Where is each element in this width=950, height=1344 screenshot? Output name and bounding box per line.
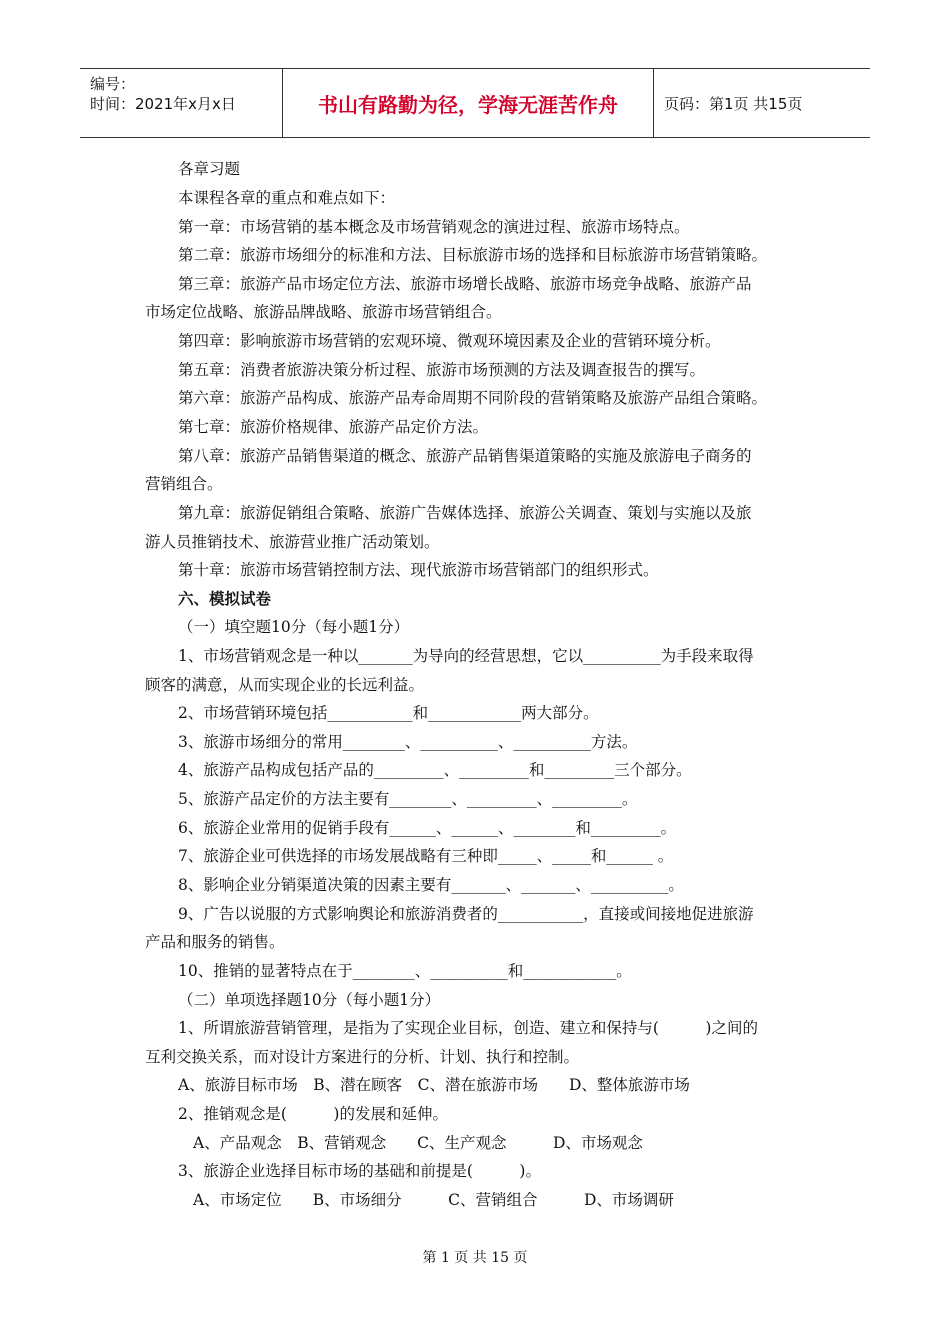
question-line: 6、旅游企业常用的促销手段有______、______、________和_________。 (178, 819, 677, 837)
section-heading: 六、模拟试卷 (178, 589, 272, 608)
date-label: 时间：2021年x月x日 (90, 95, 236, 113)
answer-options: A、产品观念 B、营销观念 C、生产观念 D、市场观念 (193, 1134, 643, 1152)
id-label: 编号： (90, 75, 136, 93)
paragraph-line: 第五章：消费者旅游决策分析过程、旅游市场预测的方法及调查报告的撰写。 (178, 361, 706, 379)
question-line: 8、影响企业分销渠道决策的因素主要有_______、_______、__________。 (178, 876, 684, 894)
paragraph-line: 第一章：市场营销的基本概念及市场营销观念的演进过程、旅游市场特点。 (178, 218, 690, 236)
question-line: 7、旅游企业可供选择的市场发展战略有三种即_____、_____和______ 。 (178, 847, 674, 865)
subsection-heading: （一）填空题10分（每小题1分） (178, 618, 410, 636)
header-motto-cell (283, 69, 654, 137)
paragraph-line: 第九章：旅游促销组合策略、旅游广告媒体选择、旅游公关调查、策划与实施以及旅 (178, 504, 752, 522)
question-line: 3、旅游企业选择目标市场的基础和前提是( )。 (178, 1162, 541, 1180)
paragraph-line: 第二章：旅游市场细分的标准和方法、目标旅游市场的选择和目标旅游市场营销策略。 (178, 246, 768, 264)
paragraph-line: 第四章：影响旅游市场营销的宏观环境、微观环境因素及企业的营销环境分析。 (178, 332, 721, 350)
paragraph-line: 第十章：旅游市场营销控制方法、现代旅游市场营销部门的组织形式。 (178, 561, 659, 579)
paragraph-line: 营销组合。 (145, 475, 223, 493)
question-line: 2、推销观念是( )的发展和延伸。 (178, 1105, 448, 1123)
paragraph-line: 市场定位战略、旅游品牌战略、旅游市场营销组合。 (145, 303, 502, 321)
question-line: 10、推销的显著特点在于________、__________和____________。 (178, 962, 632, 980)
question-line: 3、旅游市场细分的常用________、__________、__________方法。 (178, 733, 638, 751)
answer-options: A、旅游目标市场 B、潜在顾客 C、潜在旅游市场 D、整体旅游市场 (178, 1076, 690, 1094)
paragraph-line: 第八章：旅游产品销售渠道的概念、旅游产品销售渠道策略的实施及旅游电子商务的 (178, 447, 752, 465)
paragraph-line: 第七章：旅游价格规律、旅游产品定价方法。 (178, 418, 489, 436)
answer-options: A、市场定位 B、市场细分 C、营销组合 D、市场调研 (193, 1191, 674, 1209)
document-header (80, 68, 870, 138)
question-line: 4、旅游产品构成包括产品的_________、_________和_________三个部分。 (178, 761, 692, 779)
question-line: 1、市场营销观念是一种以_______为导向的经营思想，它以__________为手段来取得 (178, 647, 754, 665)
header-meta-cell (80, 69, 283, 137)
question-line: 互利交换关系，而对设计方案进行的分析、计划、执行和控制。 (145, 1048, 580, 1066)
header-page-cell (654, 69, 870, 137)
question-line: 1、所谓旅游营销管理，是指为了实现企业目标，创造、建立和保持与( )之间的 (178, 1019, 758, 1037)
paragraph-line: 第三章：旅游产品市场定位方法、旅游市场增长战略、旅游市场竞争战略、旅游产品 (178, 275, 752, 293)
question-line: 顾客的满意，从而实现企业的长远利益。 (145, 676, 425, 694)
paragraph-line: 第六章：旅游产品构成、旅游产品寿命周期不同阶段的营销策略及旅游产品组合策略。 (178, 389, 768, 407)
question-line: 产品和服务的销售。 (145, 933, 285, 951)
page-info: 页码：第1页 共15页 (664, 94, 803, 113)
section-heading: 各章习题 (178, 160, 241, 178)
question-line: 2、市场营销环境包括___________和____________两大部分。 (178, 704, 599, 722)
question-line: 5、旅游产品定价的方法主要有________、_________、_________。 (178, 790, 638, 808)
paragraph-line: 本课程各章的重点和难点如下： (178, 189, 396, 207)
motto-text: 书山有路勤为径，学海无涯苦作舟 (318, 92, 618, 117)
paragraph-line: 游人员推销技术、旅游营业推广活动策划。 (145, 533, 440, 551)
page-footer: 第 1 页 共 15 页 (422, 1250, 528, 1266)
question-line: 9、广告以说服的方式影响舆论和旅游消费者的___________，直接或间接地促进旅游 (178, 905, 754, 923)
subsection-heading: （二）单项选择题10分（每小题1分） (178, 991, 441, 1009)
